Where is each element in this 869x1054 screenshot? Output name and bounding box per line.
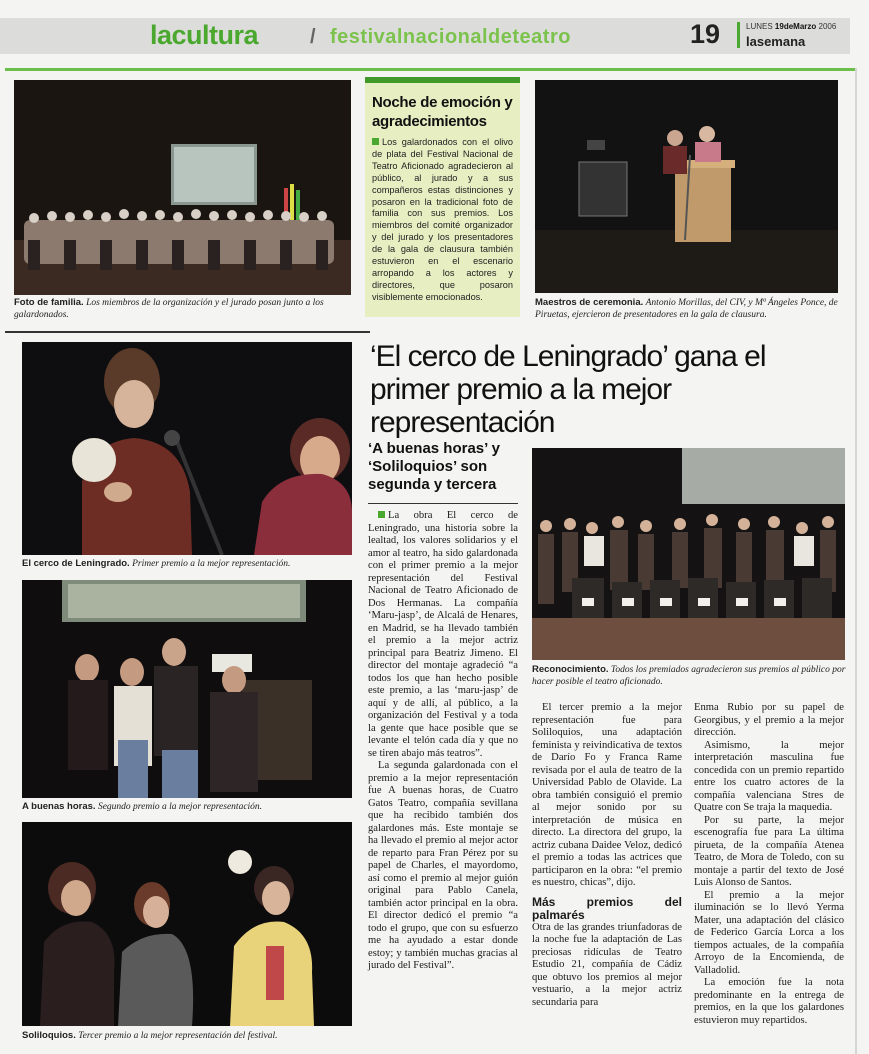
top-rule: [5, 68, 855, 71]
subhead-rule: [368, 503, 518, 504]
section-separator: /: [310, 26, 316, 48]
article-column-3: [694, 702, 844, 1027]
paragraph: Asimismo, la mejor interpretación masculina fue concedida con un premio repartido entre los cuatro actores de la compañía valenciana Stres de Quatre con Se traja la maquedia.: [694, 739, 844, 813]
caption-reconocimiento: Reconocimiento. Todos los premiados agradecieron sus premios al público por hacer posible el teatro aficionado.: [532, 664, 846, 687]
paragraph: Enma Rubio por su papel de Georgibus, y el premio a la mejor dirección.: [694, 702, 844, 738]
section-title: lacultura: [150, 20, 259, 50]
photo-presenters: [535, 80, 838, 293]
article-column-1: [368, 510, 518, 973]
paragraph: La emoción fue la nota predominante en la entrega de premios, en la que los galardones estuvieron muy repartidos.: [694, 977, 844, 1026]
photo-reconocimiento: [532, 448, 845, 660]
photo-soliloquios: [22, 822, 352, 1026]
page-header: [0, 18, 850, 54]
page-number: 19: [690, 19, 721, 49]
bullet-square: [372, 138, 379, 145]
sidebar-box: [365, 77, 520, 317]
newspaper-name: lasemana: [746, 34, 806, 49]
article-headline: ‘El cerco de Leningrado’ gana el primer premio a la mejor representación: [370, 340, 766, 439]
sidebar-text: Los galardonados con el olivo de plata del Festival Nacional de Teatro Aficionado agradecieron al público, al jurado y a sus compañeros estas distinciones y posaron en la tradicional foto de familia con sus premios. Los miembros del comité organizador y del jurado y los presentadores de la gala de clausura también estuvieron en el escenario arropando a los actores y directores, que posaron visiblemente emocionados.: [372, 137, 513, 302]
paragraph: La obra El cerco de Leningrado, una historia sobre la lealtad, los valores solidarios y el amor al teatro, ha sido galardonada con el primer premio a la mejor representación del Festival Nacional de Teatro Aficionado de Dos Hermanas. La compañía ‘Maru-jasp’, de Alcalá de Henares, en Madrid, se ha llevado también el premio a la mejor actriz principal para Beatriz Jimeno. El director del montaje agradeció “a todos los que han hecho posible este premio, a las ‘maru-jasp’ de aquí y de allí, al público, a la organización del Festival y a toda la gente que hace posible que se levante el telón cada día y que no se tiren abajo más teatros”.: [368, 510, 518, 759]
caption-soliloquios: Soliloquios. Tercer premio a la mejor representación del festival.: [22, 1030, 278, 1041]
caption-family: Foto de familia. Los miembros de la organización y el jurado posan junto a los galardonados.: [14, 297, 324, 320]
issue-date: LUNES 19deMarzo 2006: [746, 22, 837, 31]
photo-family: [14, 80, 351, 295]
paragraph: La segunda galardonada con el premio a la mejor representación fue A buenas horas, de Cuatro Gatos Teatro, compañía sevillana que ha recibido también dos galardones más. Este montaje se ha llevado el premio al mejor actor de reparto para Fran Pérez por su papel de Charles, el mayordomo, así como el premio al mejor guión original para Pablo Canela, también actor principal en la obra. El director dedicó el premio “a todo el grupo, que con su esfuerzo me ha ayudado a estar donde estoy; y también muchas gracias al jurado del Festival”.: [368, 760, 518, 971]
paragraph: El premio a la mejor iluminación se lo llevó Yerma Mater, una adaptación del clásico de Federico García Lorca a los tiempos actuales, de la compañía Arroyo de la Encomienda, de Valladolid.: [694, 889, 844, 976]
article-subhead: ‘A buenas horas’ y ‘Soliloquios’ son segunda y tercera: [368, 440, 500, 493]
subsection-title: festivalnacionaldeteatro: [330, 26, 571, 48]
section-rule: [5, 331, 370, 333]
bullet-square: [378, 511, 385, 518]
page-edge: [855, 68, 857, 1054]
caption-buenas-horas: A buenas horas. Segundo premio a la mejor representación.: [22, 801, 263, 812]
header-divider: [737, 22, 740, 48]
paragraph: Por su parte, la mejor escenografía fue para La última pirueta, de la compañía Atenea Teatro, de Mora de Toledo, con su montaje a partir del texto de José Luis Alonso de Santos.: [694, 814, 844, 888]
paragraph: El tercer premio a la mejor representación fue para Soliloquios, una adaptación feminista y reivindicativa de textos de Darío Fo y Franca Rame revisada por el aula de teatro de la Universidad Pablo de Olavide. La obra también consiguió el premio al mejor sonido por su interpretación de música en directo. La directora del grupo, la actriz cubana Daidee Veloz, dedicó el premio a todas las actrices que participaron en la obra: “el premio es nuestro, chicas”, dijo.: [532, 702, 682, 888]
photo-buenas-horas: [22, 580, 352, 798]
paragraph: Otra de las grandes triunfadoras de la noche fue la adaptación de Las preciosas ridículas de Teatro Estudio 21, compañía de Cádiz que obtuvo los premios al mejor vestuario, a la mejor actriz secundaria para: [532, 921, 682, 1008]
caption-presenters: Maestros de ceremonia. Antonio Morillas, del CIV, y Mª Ángeles Ponce, de Piruetas, ejercieron de presentadores en la gala de clausura.: [535, 297, 838, 320]
article-column-2: [532, 702, 682, 1009]
sidebar-title: Noche de emoción y agradecimientos: [372, 94, 513, 130]
caption-leningrado: El cerco de Leningrado. Primer premio a la mejor representación.: [22, 558, 291, 569]
crosshead: Más premios del palmarés: [532, 894, 682, 922]
photo-leningrado: [22, 342, 352, 555]
